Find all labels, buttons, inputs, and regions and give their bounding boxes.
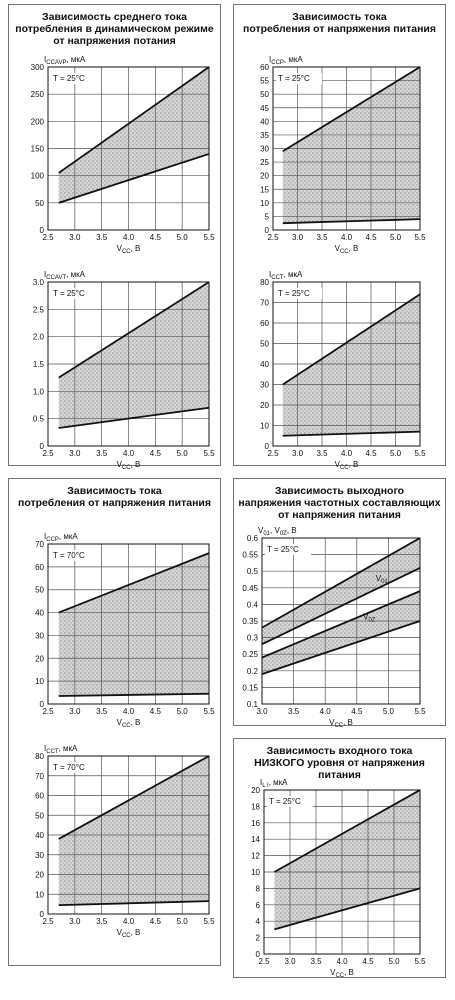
temperature-annotation: T = 25°C (267, 545, 299, 554)
y-tick-label: 20 (260, 171, 269, 181)
x-tick-label: 3.0 (69, 917, 81, 926)
y-tick-label: 80 (260, 278, 269, 287)
x-tick-label: 2.5 (267, 233, 279, 242)
y-tick-label: 70 (35, 540, 44, 549)
y-tick-label: 50 (260, 90, 269, 100)
x-tick-label: 5.0 (389, 449, 402, 458)
y-tick-label: 60 (260, 63, 269, 72)
x-tick-label: 5.5 (203, 233, 215, 242)
y-tick-label: 50 (260, 339, 269, 349)
y-tick-label: 0 (264, 442, 269, 451)
panel-title: Зависимость тока потребления от напряжения питания (17, 485, 211, 509)
x-tick-label: 3.5 (96, 233, 108, 242)
y-tick-label: 0 (39, 226, 44, 235)
x-axis-label: $V_{CC}$, В (330, 968, 354, 979)
x-tick-label: 2.5 (42, 233, 54, 242)
x-tick-label: 2.5 (42, 917, 54, 926)
panel-title: Зависимость тока потребления от напряжения питания (242, 11, 436, 35)
panel-title: Зависимость входного тока НИЗКОГО уровня от напряжения питания (254, 745, 425, 781)
y-tick-label: 2.5 (32, 305, 44, 315)
y-tick-label: 20 (35, 654, 44, 664)
y-tick-label: 10 (260, 198, 269, 208)
y-tick-label: 200 (30, 117, 44, 127)
x-tick-label: 3.0 (291, 233, 304, 242)
chart-6 (242, 526, 426, 729)
y-tick-label: 20 (260, 401, 269, 410)
x-tick-label: 5.5 (414, 449, 426, 458)
x-tick-label: 3.5 (316, 233, 328, 242)
chart-7 (35, 744, 215, 939)
temperature-annotation: T = 70°C (53, 551, 85, 560)
x-tick-label: 5.5 (203, 707, 215, 716)
x-tick-label: 4.5 (149, 707, 161, 716)
y-tick-label: 14 (251, 835, 260, 845)
y-tick-label: 10 (35, 677, 44, 687)
y-tick-label: 0.2 (246, 666, 258, 676)
x-tick-label: 3.0 (291, 449, 304, 458)
x-tick-label: 2.5 (267, 449, 279, 458)
y-axis-label: $I_{CCT}$, мкА (44, 744, 78, 755)
x-tick-label: 4.5 (362, 957, 374, 966)
x-tick-label: 5.5 (414, 233, 426, 242)
y-tick-label: 40 (35, 831, 44, 840)
x-tick-label: 3.0 (69, 449, 81, 458)
y-tick-label: 100 (30, 171, 44, 181)
y-tick-label: 0.5 (246, 567, 258, 577)
x-axis-label: $V_{CC}$, В (116, 460, 141, 471)
x-tick-label: 4.5 (365, 233, 377, 242)
x-axis-label: $V_{CC}$, В (329, 718, 353, 729)
x-tick-label: 4.0 (336, 957, 348, 966)
series-label: $V_{01}$ (375, 574, 388, 586)
x-tick-label: 5.5 (203, 449, 215, 458)
x-tick-label: 4.5 (149, 917, 161, 926)
y-tick-label: 16 (251, 818, 260, 828)
temperature-annotation: T = 25°C (269, 797, 301, 806)
y-tick-label: 60 (35, 791, 44, 801)
y-tick-label: 10 (260, 421, 269, 431)
x-tick-label: 3.5 (288, 707, 300, 716)
x-tick-label: 3.0 (69, 707, 81, 716)
y-tick-label: 6 (255, 900, 260, 910)
y-tick-label: 8 (255, 884, 260, 894)
temperature-annotation: T = 25°C (53, 289, 85, 298)
x-axis-label: $V_{CC}$, В (116, 928, 141, 939)
x-tick-label: 3.5 (96, 917, 108, 926)
y-tick-label: 0.55 (242, 550, 258, 560)
y-tick-label: 12 (251, 851, 260, 861)
y-tick-label: 50 (35, 585, 44, 595)
x-tick-label: 4.0 (319, 707, 331, 716)
y-tick-label: 20 (35, 870, 44, 880)
series-label: $V_{0Z}$ (363, 612, 376, 624)
y-axis-label: $I_{CCAVT}$, мкА (44, 270, 85, 281)
y-tick-label: 0.35 (242, 617, 258, 626)
y-tick-label: 40 (260, 360, 269, 369)
y-axis-label: $I_{CCT}$, мкА (269, 270, 303, 281)
y-tick-label: 150 (30, 144, 44, 154)
shaded-band (283, 67, 420, 223)
y-tick-label: 30 (260, 380, 269, 390)
chart-3 (33, 270, 215, 471)
x-tick-label: 2.5 (42, 449, 54, 458)
x-tick-label: 5.0 (176, 707, 188, 716)
y-tick-label: 35 (260, 130, 269, 140)
x-tick-label: 5.0 (382, 707, 394, 716)
y-tick-label: 30 (260, 144, 269, 154)
temperature-annotation: T = 70°C (53, 763, 85, 772)
chart-1 (31, 55, 215, 255)
x-tick-label: 4.5 (149, 449, 161, 458)
shaded-band (59, 282, 209, 428)
x-tick-label: 4.5 (365, 449, 377, 458)
y-axis-label: $V_{01}$, $V_{0Z}$, В (258, 526, 297, 537)
y-tick-label: 15 (260, 185, 269, 195)
y-tick-label: 0.4 (246, 600, 258, 610)
y-tick-label: 0.3 (246, 633, 258, 643)
y-tick-label: 1.5 (32, 360, 44, 369)
x-tick-label: 5.0 (389, 233, 402, 242)
chart-8 (251, 778, 426, 979)
x-tick-label: 3.5 (96, 449, 108, 458)
x-tick-label: 4.0 (340, 449, 353, 458)
y-tick-label: 70 (260, 298, 269, 308)
temperature-annotation: T = 25°C (278, 74, 310, 83)
x-tick-label: 4.0 (122, 707, 135, 716)
chart-2 (260, 55, 426, 255)
panel-title: Зависимость среднего тока потребления в динамическом режиме от напряжения потания (15, 11, 214, 47)
x-tick-label: 2.5 (258, 957, 270, 966)
y-tick-label: 0.45 (242, 583, 258, 593)
y-axis-label: $I_{L I}$, мкА (260, 778, 288, 789)
x-tick-label: 5.0 (176, 233, 188, 242)
y-tick-label: 0.15 (242, 683, 258, 693)
y-tick-label: 0 (39, 910, 44, 919)
x-tick-label: 5.0 (176, 917, 188, 926)
x-tick-label: 5.5 (414, 707, 426, 716)
y-tick-label: 250 (30, 90, 44, 100)
y-tick-label: 0.5 (32, 414, 44, 424)
x-tick-label: 4.0 (122, 449, 135, 458)
y-tick-label: 60 (260, 319, 269, 328)
y-tick-label: 2.0 (32, 332, 44, 342)
y-tick-label: 0 (255, 950, 260, 959)
x-tick-label: 5.0 (176, 449, 188, 458)
y-tick-label: 25 (260, 158, 269, 168)
y-tick-label: 0 (39, 442, 44, 451)
y-tick-label: 0.6 (246, 534, 258, 543)
y-tick-label: 0 (264, 226, 269, 235)
y-tick-label: 50 (35, 198, 44, 208)
shaded-band (283, 294, 420, 435)
y-tick-label: 30 (35, 631, 44, 641)
y-tick-label: 5 (264, 212, 269, 222)
x-axis-label: $V_{CC}$, В (334, 460, 359, 471)
x-tick-label: 5.5 (414, 957, 426, 966)
x-tick-label: 3.5 (316, 449, 328, 458)
chart-4 (260, 270, 426, 471)
y-tick-label: 3.0 (32, 278, 44, 287)
x-axis-label: $V_{CC}$, В (334, 244, 359, 255)
y-tick-label: 10 (35, 890, 44, 900)
shaded-band (59, 553, 209, 696)
x-tick-label: 3.0 (69, 233, 81, 242)
x-tick-label: 2.5 (42, 707, 54, 716)
y-tick-label: 18 (251, 802, 260, 812)
y-tick-label: 300 (30, 63, 44, 72)
y-axis-label: $I_{CCP}$, мкА (44, 532, 78, 543)
y-tick-label: 20 (251, 786, 260, 795)
y-axis-label: $I_{CCP}$, мкА (269, 55, 303, 66)
x-tick-label: 4.5 (149, 233, 161, 242)
y-tick-label: 80 (35, 752, 44, 761)
chart-5 (35, 532, 215, 729)
y-tick-label: 40 (35, 608, 44, 618)
x-tick-label: 3.5 (96, 707, 108, 716)
temperature-annotation: T = 25°C (278, 289, 310, 298)
y-tick-label: 1.0 (32, 387, 44, 397)
temperature-annotation: T = 25°C (53, 74, 85, 83)
panel-title: Зависимость выходного напряжения частотных составляющих от напряжения питания (238, 485, 441, 521)
y-tick-label: 4 (255, 917, 260, 927)
y-tick-label: 2 (255, 933, 260, 943)
y-tick-label: 0 (39, 700, 44, 709)
x-tick-label: 3.5 (310, 957, 322, 966)
y-tick-label: 55 (260, 76, 269, 86)
y-tick-label: 70 (35, 771, 44, 781)
x-tick-label: 3.0 (284, 957, 296, 966)
y-tick-label: 45 (260, 103, 269, 113)
shaded-band (59, 756, 209, 905)
y-axis-label: $I_{CCAVP}$, мкА (44, 55, 86, 66)
shaded-band (59, 67, 209, 203)
x-tick-label: 5.0 (388, 957, 400, 966)
x-axis-label: $V_{CC}$, В (116, 244, 141, 255)
y-tick-label: 0.1 (246, 700, 258, 709)
x-tick-label: 3.0 (256, 707, 268, 716)
y-tick-label: 10 (251, 868, 260, 877)
x-tick-label: 4.0 (122, 233, 135, 242)
y-tick-label: 60 (35, 562, 44, 572)
y-tick-label: 40 (260, 117, 269, 127)
y-tick-label: 0.25 (242, 650, 258, 660)
y-tick-label: 30 (35, 850, 44, 860)
x-tick-label: 4.0 (122, 917, 135, 926)
x-axis-label: $V_{CC}$, В (116, 718, 141, 729)
x-tick-label: 4.0 (340, 233, 353, 242)
x-tick-label: 4.5 (351, 707, 363, 716)
y-tick-label: 50 (35, 811, 44, 821)
x-tick-label: 5.5 (203, 917, 215, 926)
